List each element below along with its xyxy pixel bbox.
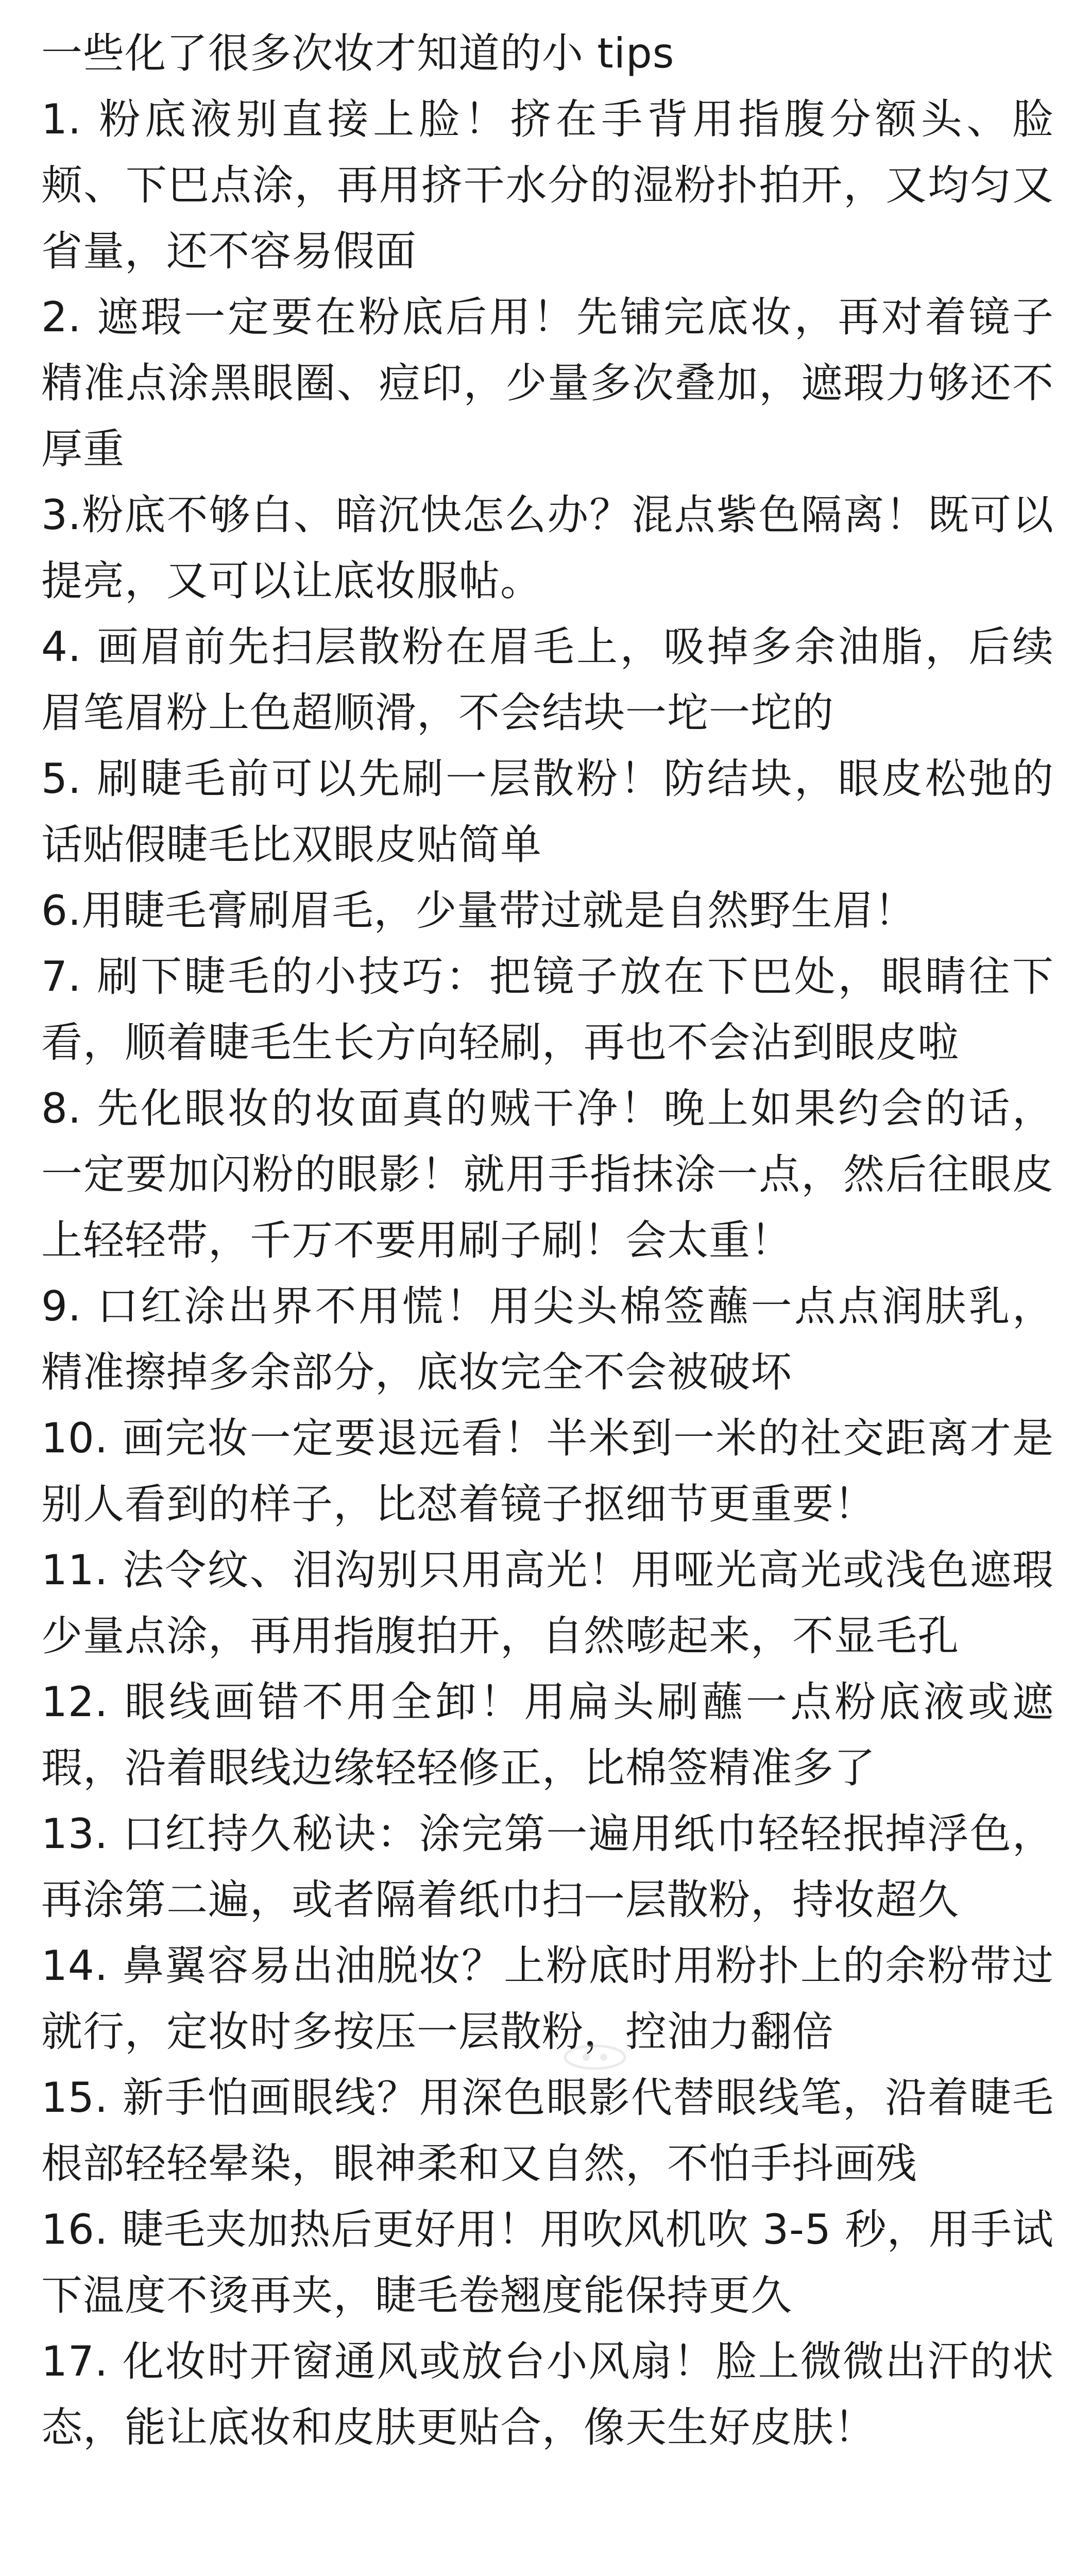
tip-item: 8. 先化眼妆的妆面真的贼干净！晚上如果约会的话，一定要加闪粉的眼影！就用手指抹涂一点，然后往眼皮上轻轻带，千万不要用刷子刷！会太重！ (41, 1084, 1054, 1264)
tip-item: 13. 口红持久秘诀：涂完第一遍用纸巾轻轻抿掉浮色，再涂第二遍，或者隔着纸巾扫一层散粉，持妆超久 (41, 1810, 1054, 1924)
watermark-logo (556, 2038, 634, 2074)
tip-item: 11. 法令纹、泪沟别只用高光！用哑光高光或浅色遮瑕少量点涂，再用指腹拍开，自然嘭起来，不显毛孔 (41, 1546, 1054, 1660)
tips-list (41, 87, 1054, 2461)
tip-item: 17. 化妆时开窗通风或放台小风扇！脸上微微出汗的状态，能让底妆和皮肤更贴合，像天生好皮肤！ (41, 2337, 1054, 2451)
tip-item: 2. 遮瑕一定要在粉底后用！先铺完底妆，再对着镜子精准点涂黑眼圈、痘印，少量多次叠加，遮瑕力够还不厚重 (41, 293, 1054, 473)
tip-item: 15. 新手怕画眼线？用深色眼影代替眼线笔，沿着睫毛根部轻轻晕染，眼神柔和又自然，不怕手抖画残 (41, 2074, 1054, 2188)
tip-item: 3.粉底不够白、暗沉快怎么办？混点紫色隔离！既可以提亮，又可以让底妆服帖。 (41, 491, 1054, 605)
tip-item: 4. 画眉前先扫层散粉在眉毛上，吸掉多余油脂，后续眉笔眉粉上色超顺滑，不会结块一坨一坨的 (41, 623, 1054, 737)
tip-item: 14. 鼻翼容易出油脱妆？上粉底时用粉扑上的余粉带过就行，定妆时多按压一层散粉，控油力翻倍 (41, 1942, 1054, 2056)
tip-item: 5. 刷睫毛前可以先刷一层散粉！防结块，眼皮松弛的话贴假睫毛比双眼皮贴简单 (41, 755, 1054, 869)
tip-item: 10. 画完妆一定要退远看！半米到一米的社交距离才是别人看到的样子，比怼着镜子抠细节更重要！ (41, 1414, 1054, 1528)
tip-item: 12. 眼线画错不用全卸！用扁头刷蘸一点粉底液或遮瑕，沿着眼线边缘轻轻修正，比棉签精准多了 (41, 1678, 1054, 1792)
tip-item: 6.用睫毛膏刷眉毛，少量带过就是自然野生眉！ (41, 887, 916, 935)
document-title: 一些化了很多次妆才知道的小 tips (41, 29, 675, 77)
tip-item: 16. 睫毛夹加热后更好用！用吹风机吹 3-5 秒，用手试下温度不烫再夹，睫毛卷翘度能保持更久 (41, 2206, 1054, 2319)
tip-item: 9. 口红涂出界不用慌！用尖头棉签蘸一点点润肤乳，精准擦掉多余部分，底妆完全不会被破坏 (41, 1282, 1054, 1396)
tip-item: 7. 刷下睫毛的小技巧：把镜子放在下巴处，眼睛往下看，顺着睫毛生长方向轻刷，再也不会沾到眼皮啦 (41, 953, 1054, 1066)
tip-item: 1. 粉底液别直接上脸！挤在手背用指腹分额头、脸颊、下巴点涂，再用挤干水分的湿粉扑拍开，又均匀又省量，还不容易假面 (41, 95, 1054, 275)
